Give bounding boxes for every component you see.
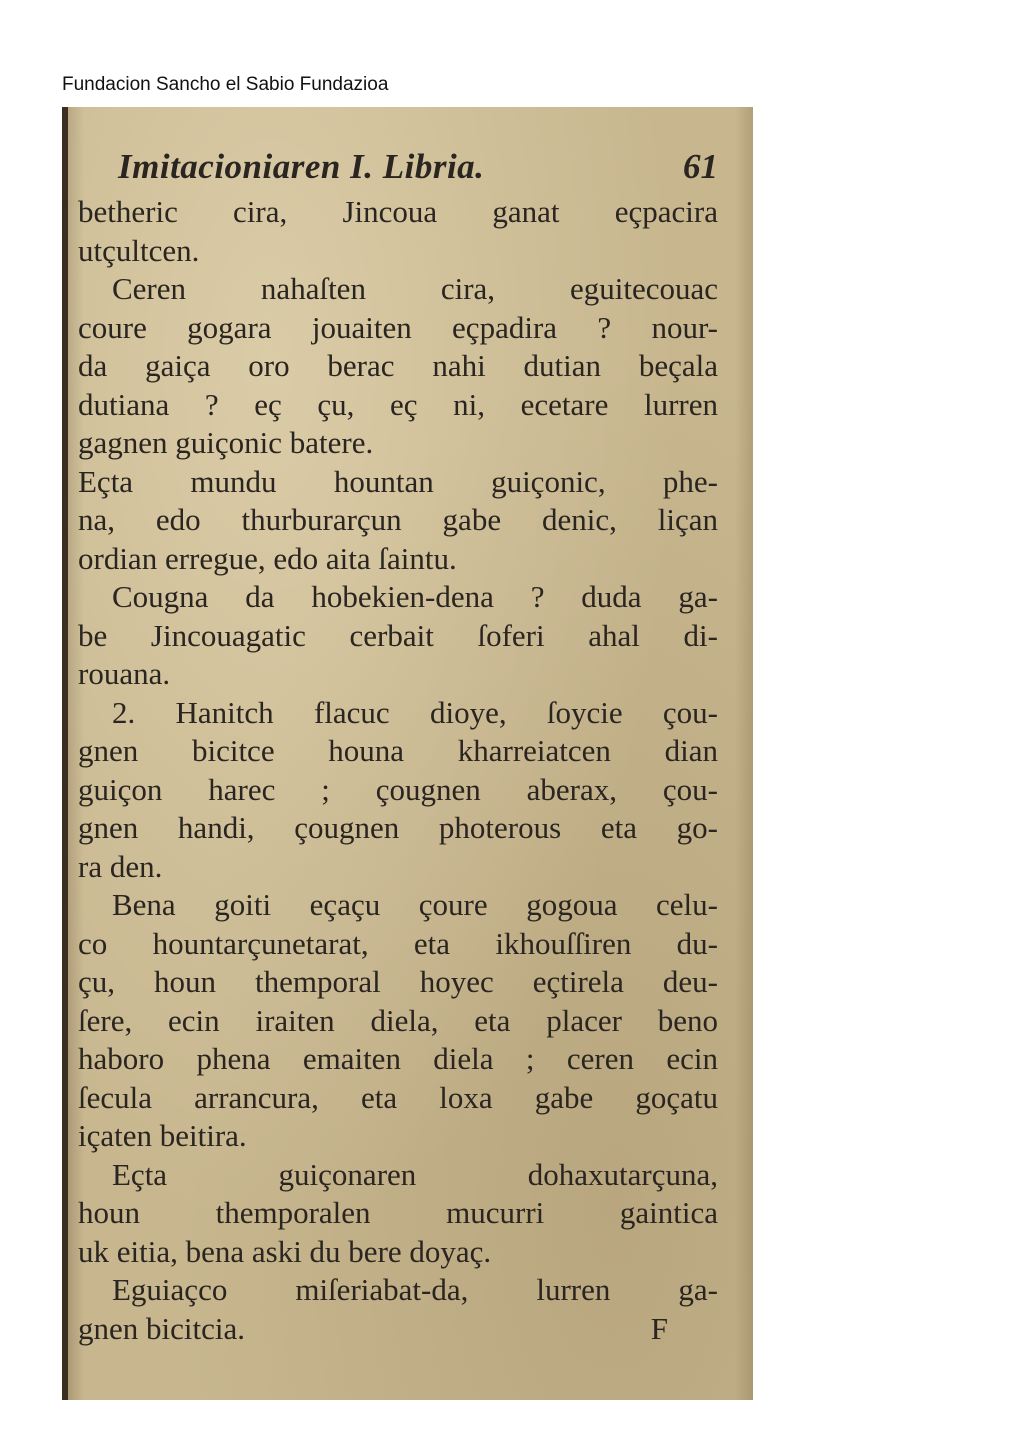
text-line xyxy=(78,1002,718,1041)
text-line-content: gnen handi, çougnen photerous eta go- xyxy=(78,810,718,845)
text-line-content: haboro phena emaiten diela ; ceren ecin xyxy=(78,1041,718,1076)
text-line-content: çu, houn themporal hoyec eçtirela deu- xyxy=(78,964,718,999)
text-line xyxy=(78,617,718,656)
text-line-content: Bena goiti eçaçu çoure gogoua celu- xyxy=(112,887,718,922)
text-line xyxy=(78,809,718,848)
text-line xyxy=(78,1194,718,1233)
text-line xyxy=(78,732,718,771)
text-line xyxy=(78,771,718,810)
text-line xyxy=(78,1156,718,1195)
text-line-content: Ceren nahaſten cira, eguitecouac xyxy=(112,271,718,306)
text-line-content: Eguiaçco miſeriabat-da, lurren ga- xyxy=(112,1272,718,1307)
text-line xyxy=(78,655,718,694)
text-line-content: guiçon harec ; çougnen aberax, çou- xyxy=(78,771,718,807)
text-line xyxy=(78,232,718,271)
text-line xyxy=(78,386,718,425)
text-line xyxy=(78,463,718,502)
text-line xyxy=(78,1040,718,1079)
text-line xyxy=(78,193,718,232)
body-text xyxy=(78,193,718,1348)
text-line-content: içaten beitira. xyxy=(78,1118,247,1153)
text-line-content: ordian erregue, edo aita ſaintu. xyxy=(78,540,457,576)
text-line-content: utçultcen. xyxy=(78,232,200,268)
text-line-content: Eçta guiçonaren dohaxutarçuna, xyxy=(112,1156,718,1192)
text-line-content: be Jincouagatic cerbait ſoferi ahal di- xyxy=(78,617,718,653)
scanned-page xyxy=(62,107,753,1400)
running-title: Imitacioniaren I. Libria. xyxy=(118,147,485,186)
catchword: F xyxy=(650,1310,668,1346)
text-line-content: na, edo thurburarçun gabe denic, liçan xyxy=(78,502,718,537)
text-line xyxy=(78,848,718,887)
text-line xyxy=(78,424,718,463)
text-line-content: da gaiça oro berac nahi dutian beçala xyxy=(78,348,718,383)
text-line-content: ſere, ecin iraiten diela, eta placer beno xyxy=(78,1002,718,1038)
text-line xyxy=(78,578,718,617)
text-line-content: rouana. xyxy=(78,656,171,691)
text-line-content: coure gogara jouaiten eçpadira ? nour- xyxy=(78,309,718,345)
running-head xyxy=(78,147,718,193)
text-line xyxy=(78,501,718,540)
text-line xyxy=(78,1079,718,1118)
text-line-content: gnen bicitcia. xyxy=(78,1310,245,1346)
text-line-content: ſecula arrancura, eta loxa gabe goçatu xyxy=(78,1079,718,1115)
text-line xyxy=(78,1310,718,1349)
page-number: 61 xyxy=(683,147,718,186)
text-line-content: Cougna da hobekien-dena ? duda ga- xyxy=(112,579,718,614)
text-line-content: gnen bicitce houna kharreiatcen dian xyxy=(78,733,718,768)
page-text-block xyxy=(78,147,718,1348)
source-header: Fundacion Sancho el Sabio Fundazioa xyxy=(62,74,389,95)
text-line xyxy=(78,694,718,733)
text-line-content: betheric cira, Jincoua ganat eçpacira xyxy=(78,194,718,229)
text-line-content: gagnen guiçonic batere. xyxy=(78,425,374,460)
text-line-content: houn themporalen mucurri gaintica xyxy=(78,1195,718,1230)
text-line xyxy=(78,1117,718,1156)
text-line xyxy=(78,1233,718,1272)
text-line-content: uk eitia, bena aski du bere doyaç. xyxy=(78,1233,492,1269)
text-line xyxy=(78,270,718,309)
text-line xyxy=(78,540,718,579)
text-line xyxy=(78,347,718,386)
text-line-content: co hountarçunetarat, eta ikhouſſiren du- xyxy=(78,925,718,961)
text-line-content: dutiana ? eç çu, eç ni, ecetare lurren xyxy=(78,386,718,422)
text-line xyxy=(78,886,718,925)
text-line xyxy=(78,963,718,1002)
text-line-content: Eçta mundu hountan guiçonic, phe- xyxy=(78,463,718,499)
text-line-content: 2. Hanitch flacuc dioye, ſoycie çou- xyxy=(112,694,718,730)
text-line-content: ra den. xyxy=(78,848,163,884)
binding-edge xyxy=(62,107,68,1400)
text-line xyxy=(78,309,718,348)
text-line xyxy=(78,1271,718,1310)
text-line xyxy=(78,925,718,964)
